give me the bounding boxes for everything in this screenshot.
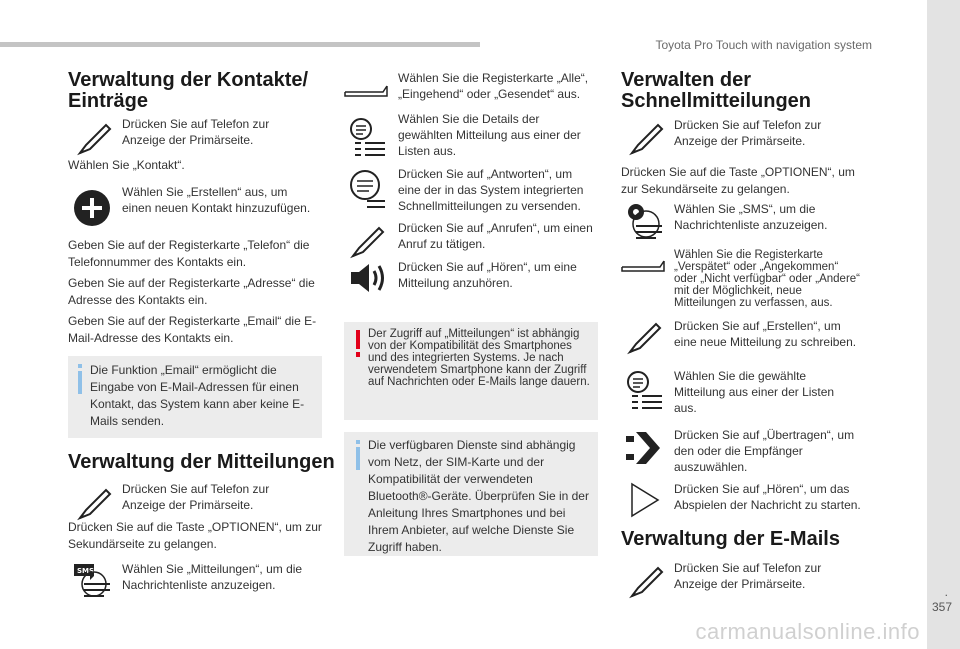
info-text: Die verfügbaren Dienste sind abhängig vom Netz, der SIM-Karte und der Kompatibilität der verwendeten Bluetooth®-Geräte. Überprüfen Sie in der Anleitung Ihres Smartphones und bei Ihrem Anbieter, auf welche Dienste Sie Zugriff haben. — [368, 438, 589, 554]
reply-message-icon — [345, 167, 389, 211]
step-text: Drücken Sie auf „Übertragen“, um den oder die Empfänger auszuwählen. — [674, 428, 855, 474]
step-text: Drücken Sie auf „Anrufen“, um einen Anruf zu tätigen. — [398, 221, 593, 251]
sms-settings-icon — [622, 200, 666, 244]
list-detail-icon — [622, 368, 666, 412]
tab-bar-icon — [343, 72, 389, 116]
step-text: Drücken Sie auf Telefon zur Anzeige der Primärseite. — [122, 117, 270, 147]
warning-icon — [354, 330, 362, 358]
step-text: Drücken Sie auf „Hören“, um das Abspielen der Nachricht zu starten. — [674, 482, 861, 512]
watermark: carmanualsonline.info — [695, 619, 920, 644]
play-icon — [622, 478, 666, 522]
warning-text: Der Zugriff auf „Mitteilungen“ ist abhängig von der Kompatibilität des Smartphones und des integrierten Systems. Je nach verwendetem Smartphone kann der Zugriff auf Nachrichten oder E-Mails lange dauern. — [368, 328, 590, 388]
step-text: Drücken Sie auf „Erstellen“, um eine neue Mitteilung zu schreiben. — [674, 319, 857, 349]
step-text: Wählen Sie die Registerkarte „Verspätet“ oder „Angekommen“ oder „Nicht verfügbar“ oder „Andere“ mit der Möglichkeit, neue Mitteilungen zu verfassen, aus. — [674, 249, 860, 309]
step-text: Drücken Sie auf Telefon zur Anzeige der Primärseite. — [674, 118, 822, 148]
svg-text:SMS: SMS — [77, 567, 95, 575]
step-text: Drücken Sie auf „Hören“, um eine Mitteilung anzuhören. — [398, 260, 577, 290]
info-icon — [354, 440, 362, 470]
step-text: Drücken Sie auf Telefon zur Anzeige der Primärseite. — [674, 561, 822, 591]
step-text: Drücken Sie auf „Antworten“, um eine der in das System integrierten Schnellmitteilungen zu versenden. — [398, 167, 584, 213]
step-text: Geben Sie auf der Registerkarte „Adresse“ die Adresse des Kontakts ein. — [68, 276, 315, 307]
info-box — [344, 432, 598, 556]
heading-mitteilungen: Verwaltung der Mitteilungen — [68, 451, 335, 473]
step-text: Wählen Sie „Kontakt“. — [68, 158, 185, 172]
pencil-touch-icon — [624, 115, 668, 159]
page-edge-bar — [927, 0, 960, 649]
step-text: Wählen Sie „Mitteilungen“, um die Nachrichtenliste anzuzeigen. — [122, 562, 303, 592]
plus-circle-icon — [70, 186, 114, 230]
pencil-touch-icon — [72, 480, 116, 524]
step-text: Drücken Sie auf Telefon zur Anzeige der Primärseite. — [122, 482, 270, 512]
pencil-touch-icon — [72, 115, 116, 159]
info-box — [68, 356, 322, 438]
step-text: Wählen Sie die Registerkarte „Alle“, „Eingehend“ oder „Gesendet“ aus. — [398, 71, 589, 101]
heading-schnellmitteilungen: Verwalten der Schnellmitteilungen — [621, 69, 812, 112]
pencil-touch-icon — [624, 558, 668, 602]
step-text: Wählen Sie die Details der gewählten Mitteilung aus einer der Listen aus. — [398, 112, 581, 158]
info-text: Die Funktion „Email“ ermöglicht die Eingabe von E-Mail-Adressen für einen Kontakt, das System kann aber keine E-Mails senden. — [90, 363, 305, 428]
info-icon — [76, 364, 84, 394]
tab-bar-icon — [620, 247, 666, 291]
step-text: Wählen Sie die gewählte Mitteilung aus einer der Listen aus. — [674, 369, 835, 415]
step-text: Wählen Sie „SMS“, um die Nachrichtenliste anzuzeigen. — [674, 202, 828, 232]
heading-kontakte: Verwaltung der Kontakte/ Einträge — [68, 69, 309, 112]
step-text: Drücken Sie auf die Taste „OPTIONEN“, um zur Sekundärseite zu gelangen. — [621, 165, 855, 196]
header-title: Toyota Pro Touch with navigation system — [655, 38, 872, 52]
step-text: Wählen Sie „Erstellen“ aus, um einen neuen Kontakt hinzuzufügen. — [122, 185, 311, 215]
list-detail-icon — [345, 115, 389, 159]
step-text: Geben Sie auf der Registerkarte „Telefon“ die Telefonnummer des Kontakts ein. — [68, 238, 310, 269]
header-rule — [0, 42, 480, 47]
page-dot: . — [944, 585, 948, 599]
sms-list-icon — [70, 558, 114, 602]
pencil-touch-icon — [622, 314, 666, 358]
step-text: Drücken Sie auf die Taste „OPTIONEN“, um zur Sekundärseite zu gelangen. — [68, 520, 322, 551]
step-text: Geben Sie auf der Registerkarte „Email“ die E-Mail-Adresse des Kontakts ein. — [68, 314, 317, 345]
heading-emails: Verwaltung der E-Mails — [621, 528, 840, 550]
warning-box — [344, 322, 598, 420]
speaker-icon — [345, 256, 389, 300]
page-number: 357 — [931, 600, 952, 614]
forward-icon — [622, 426, 666, 470]
